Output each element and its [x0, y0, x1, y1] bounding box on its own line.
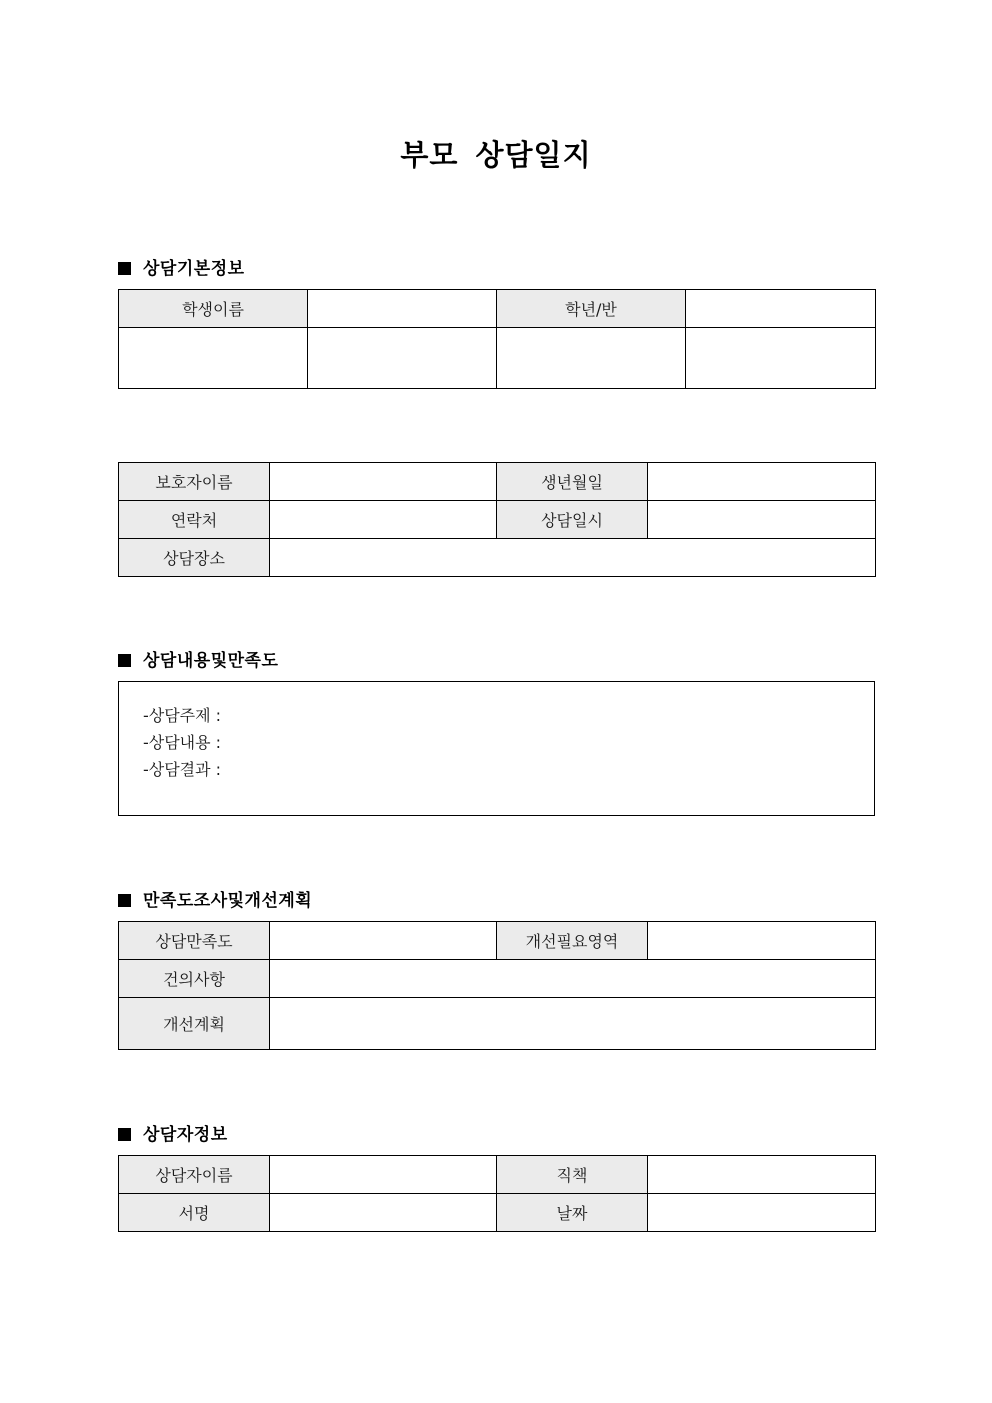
square-bullet-icon: [118, 894, 131, 907]
student-extra-cell-4[interactable]: [686, 328, 876, 389]
consult-datetime-label: 상담일시: [497, 501, 648, 539]
square-bullet-icon: [118, 654, 131, 667]
student-extra-cell-3[interactable]: [497, 328, 686, 389]
section-heading-label: 만족도조사및개선계획: [143, 891, 313, 911]
birth-date-label: 생년월일: [497, 463, 648, 501]
position-field[interactable]: [648, 1156, 876, 1194]
consult-result-line: -상담결과 :: [143, 760, 222, 779]
date-field[interactable]: [648, 1194, 876, 1232]
signature-field[interactable]: [270, 1194, 497, 1232]
improvement-plan-field[interactable]: [270, 998, 876, 1050]
student-name-field[interactable]: [308, 290, 497, 328]
guardian-info-table: [118, 462, 876, 577]
improvement-area-label: 개선필요영역: [497, 922, 648, 960]
consult-topic-line: -상담주제 :: [143, 706, 222, 725]
satisfaction-label: 상담만족도: [119, 922, 270, 960]
suggestions-label: 건의사항: [119, 960, 270, 998]
position-label: 직책: [497, 1156, 648, 1194]
contact-label: 연락처: [119, 501, 270, 539]
section-heading-basic-info: [118, 254, 245, 279]
student-info-table: [118, 289, 876, 389]
satisfaction-field[interactable]: [270, 922, 497, 960]
consult-place-field[interactable]: [270, 539, 876, 577]
student-extra-cell-2[interactable]: [308, 328, 497, 389]
section-heading-survey: [118, 886, 312, 911]
section-heading-content: [118, 646, 278, 671]
survey-table: [118, 921, 876, 1050]
improvement-plan-label: 개선계획: [119, 998, 270, 1050]
consult-detail-line: -상담내용 :: [143, 733, 222, 752]
guardian-name-field[interactable]: [270, 463, 497, 501]
section-heading-label: 상담기본정보: [143, 259, 245, 279]
grade-class-label: 학년/반: [497, 290, 686, 328]
counselor-name-field[interactable]: [270, 1156, 497, 1194]
consult-place-label: 상담장소: [119, 539, 270, 577]
section-heading-label: 상담자정보: [143, 1125, 228, 1145]
counselor-table: [118, 1155, 876, 1232]
section-heading-counselor: [118, 1120, 228, 1145]
section-heading-label: 상담내용및만족도: [143, 651, 279, 671]
improvement-area-field[interactable]: [648, 922, 876, 960]
consult-datetime-field[interactable]: [648, 501, 876, 539]
page-title: 부모 상담일지: [400, 138, 592, 172]
contact-field[interactable]: [270, 501, 497, 539]
date-label: 날짜: [497, 1194, 648, 1232]
student-name-label: 학생이름: [119, 290, 308, 328]
grade-class-field[interactable]: [686, 290, 876, 328]
consult-content-box[interactable]: [118, 681, 875, 816]
guardian-name-label: 보호자이름: [119, 463, 270, 501]
signature-label: 서명: [119, 1194, 270, 1232]
birth-date-field[interactable]: [648, 463, 876, 501]
counselor-name-label: 상담자이름: [119, 1156, 270, 1194]
square-bullet-icon: [118, 1128, 131, 1141]
square-bullet-icon: [118, 262, 131, 275]
suggestions-field[interactable]: [270, 960, 876, 998]
student-extra-cell-1[interactable]: [119, 328, 308, 389]
